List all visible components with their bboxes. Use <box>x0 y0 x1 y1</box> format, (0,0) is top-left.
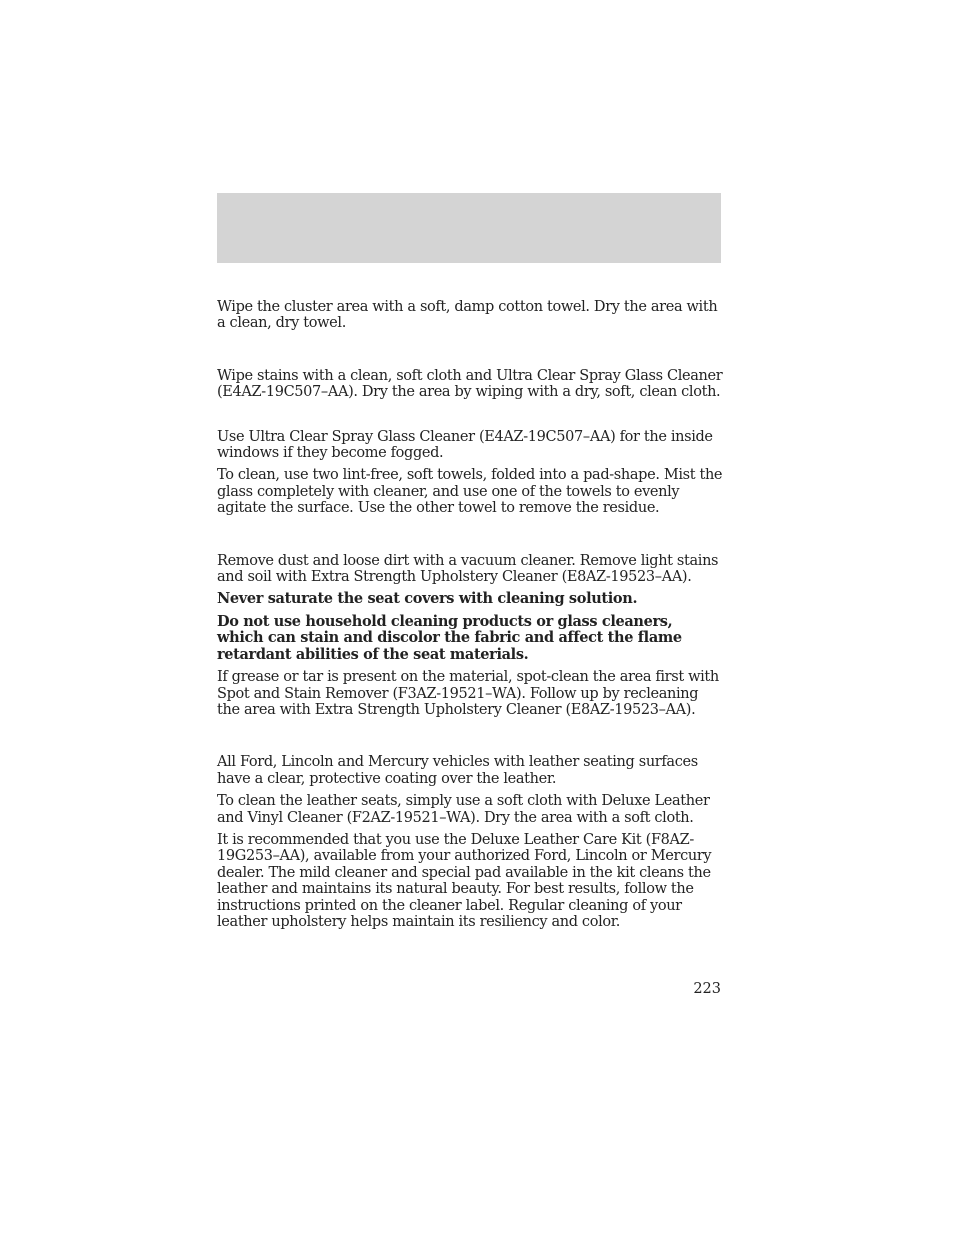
paragraph: Remove dust and loose dirt with a vacuum cleaner. Remove light stains and soil with Extra Strength Upholstery Cleaner (E8AZ-19523–AA). <box>217 552 719 586</box>
page-number: 223 <box>693 981 721 997</box>
leather-seats-section <box>217 754 723 930</box>
paragraph: Wipe stains with a clean, soft cloth and Ultra Clear Spray Glass Cleaner (E4AZ-19C507–AA). Dry the area by wiping with a dry, soft, clean cloth. <box>217 367 723 401</box>
warning-paragraph: Do not use household cleaning products or glass cleaners, which can stain and discolor the fabric and affect the flame retardant abilities of the seat materials. <box>217 612 682 663</box>
chapter-header-band <box>217 193 721 263</box>
paragraph: All Ford, Lincoln and Mercury vehicles with leather seating surfaces have a clear, protective coating over the leather. <box>217 754 698 787</box>
stain-cleaning-section <box>217 368 723 401</box>
paragraph: It is recommended that you use the Deluxe Leather Care Kit (F8AZ-19G253–AA), available from your authorized Ford, Lincoln or Mercury dealer. The mild cleaner and special pad available in the kit cleans the leather and maintains its natural beauty. For best results, follow the instructions printed on the cleaner label. Regular cleaning of your leather upholstery helps maintain its resiliency and color. <box>217 831 712 930</box>
section-spacer <box>217 523 723 553</box>
instrument-cluster-section <box>217 299 723 332</box>
section-spacer <box>217 724 723 754</box>
page-content <box>217 299 723 936</box>
section-spacer <box>217 338 723 368</box>
paragraph: To clean the leather seats, simply use a soft cloth with Deluxe Leather and Vinyl Cleaner (F2AZ-19521–WA). Dry the area with a soft cloth. <box>217 793 710 826</box>
interior-windows-section <box>217 429 723 517</box>
paragraph: To clean, use two lint-free, soft towels, folded into a pad-shape. Mist the glass completely with cleaner, and use one of the towels to evenly agitate the surface. Use the other towel to remove the residue. <box>217 467 723 517</box>
paragraph: Use Ultra Clear Spray Glass Cleaner (E4AZ-19C507–AA) for the inside windows if they become fogged. <box>217 428 713 462</box>
paragraph: If grease or tar is present on the material, spot-clean the area first with Spot and Stain Remover (F3AZ-19521–WA). Follow up by recleaning the area with Extra Strength Upholstery Cleaner (E8AZ-19523–AA). <box>217 669 719 718</box>
cloth-upholstery-section <box>217 553 723 719</box>
section-spacer <box>217 407 723 429</box>
paragraph: Wipe the cluster area with a soft, damp cotton towel. Dry the area with a clean, dry towel. <box>217 299 718 332</box>
warning-paragraph: Never saturate the seat covers with cleaning solution. <box>217 590 638 608</box>
